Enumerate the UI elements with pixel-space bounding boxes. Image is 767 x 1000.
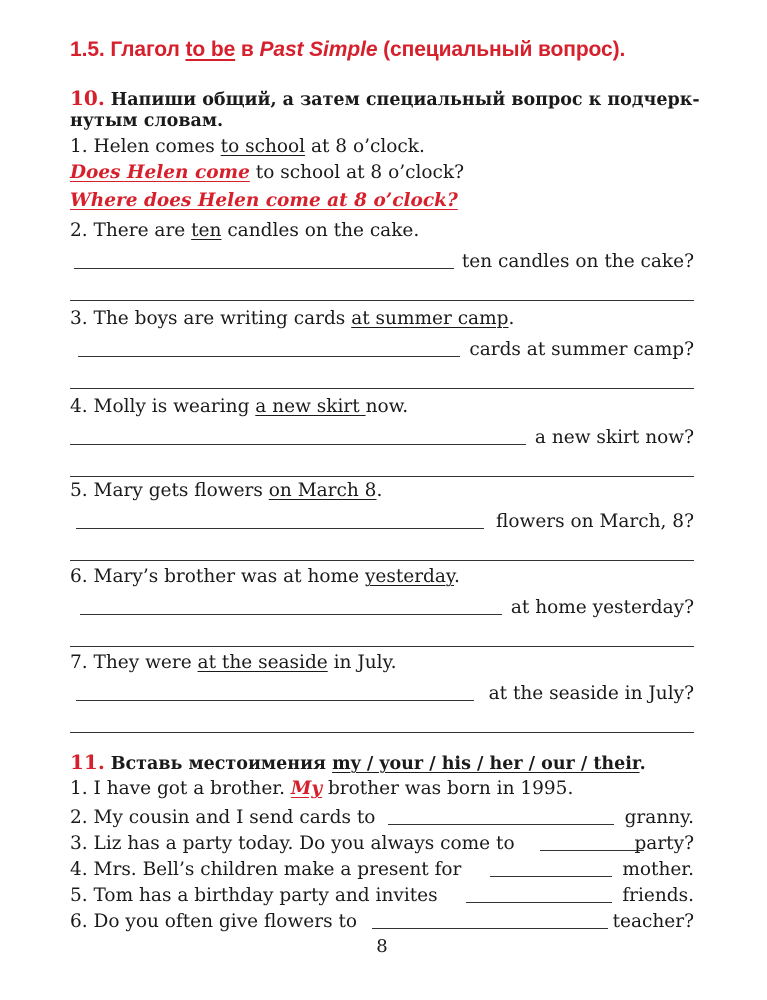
ex10-item-6-special-question-line[interactable] (70, 646, 694, 647)
ex10-item-2-special-question-line[interactable] (70, 300, 694, 301)
ex10-item-7-special-question-line[interactable] (70, 732, 694, 733)
ex10-item-7-sentence: 7. They were at the seaside in July. (70, 652, 397, 673)
underlined-phrase: ten (191, 220, 222, 241)
underlined-phrase: at the seaside (197, 652, 328, 673)
ex11-item-3: 3. Liz has a party today. Do you always come to party? (70, 833, 694, 854)
answer-blank[interactable] (80, 614, 502, 615)
pronoun-list: my / your / his / her / our / their (332, 754, 640, 774)
ex11-item-1: 1. I have got a brother. My brother was born in 1995. (70, 778, 574, 799)
ex10-item-7-general-question: at the seaside in July? (70, 680, 694, 704)
answer-blank[interactable] (70, 444, 526, 445)
ex10-item-4-general-question: a new skirt now? (70, 424, 694, 448)
example-answer-general: Does Helen come to school at 8 o’clock? (70, 162, 465, 183)
exercise-10-instruction-cont: нутым словам. (70, 111, 224, 131)
underlined-phrase: on March 8 (268, 480, 377, 501)
underlined-phrase: at summer camp (351, 308, 509, 329)
ex10-item-6-general-question: at home yesterday? (70, 594, 694, 618)
ex10-item-4-special-question-line[interactable] (70, 476, 694, 477)
ex11-item-2: 2. My cousin and I send cards to granny. (70, 807, 694, 828)
exercise-10-instruction: 10. Напиши общий, а затем специальный вопрос к подчерк- (70, 86, 700, 110)
answer-blank[interactable] (372, 928, 608, 929)
answer-blank[interactable] (76, 700, 474, 701)
exercise-11-instruction: 11. Вставь местоимения my / your / his / her / our / their. (70, 750, 646, 774)
page-number: 8 (376, 936, 388, 957)
ex10-item-4-sentence: 4. Molly is wearing a new skirt now. (70, 396, 409, 417)
underlined-phrase: yesterday (364, 566, 454, 587)
ex10-item-2-sentence: 2. There are ten candles on the cake. (70, 220, 420, 241)
exercise-number: 10. (70, 86, 105, 110)
ex10-item-2-general-question: ten candles on the cake? (70, 248, 694, 272)
ex10-item-5-general-question: flowers on March, 8? (70, 508, 694, 532)
answer-blank[interactable] (76, 528, 484, 529)
ex10-item-5-sentence: 5. Mary gets flowers on March 8. (70, 480, 383, 501)
answer-blank[interactable] (490, 876, 612, 877)
example-answer-special: Where does Helen come at 8 o’clock? (70, 190, 458, 211)
ex10-item-6-sentence: 6. Mary’s brother was at home yesterday. (70, 566, 460, 587)
section-title: 1.5. Глагол to be в Past Simple (специальный вопрос). (70, 38, 626, 61)
answer-blank[interactable] (74, 268, 454, 269)
answer-blank[interactable] (466, 902, 612, 903)
ex10-item-3-general-question: cards at summer camp? (70, 336, 694, 360)
answer-blank[interactable] (388, 824, 614, 825)
ex11-item-4: 4. Mrs. Bell’s children make a present for mother. (70, 859, 694, 880)
ex10-item-3-special-question-line[interactable] (70, 388, 694, 389)
ex10-item-3-sentence: 3. The boys are writing cards at summer camp. (70, 308, 515, 329)
ex11-item-5: 5. Tom has a birthday party and invites friends. (70, 885, 694, 906)
example-sentence: 1. Helen comes to school at 8 o’clock. (70, 136, 425, 157)
answer-blank[interactable] (78, 356, 460, 357)
answer-blank[interactable] (540, 850, 644, 851)
underlined-phrase: a new skirt (255, 396, 366, 417)
ex11-item-6: 6. Do you often give flowers to teacher? (70, 911, 694, 932)
ex10-item-5-special-question-line[interactable] (70, 560, 694, 561)
